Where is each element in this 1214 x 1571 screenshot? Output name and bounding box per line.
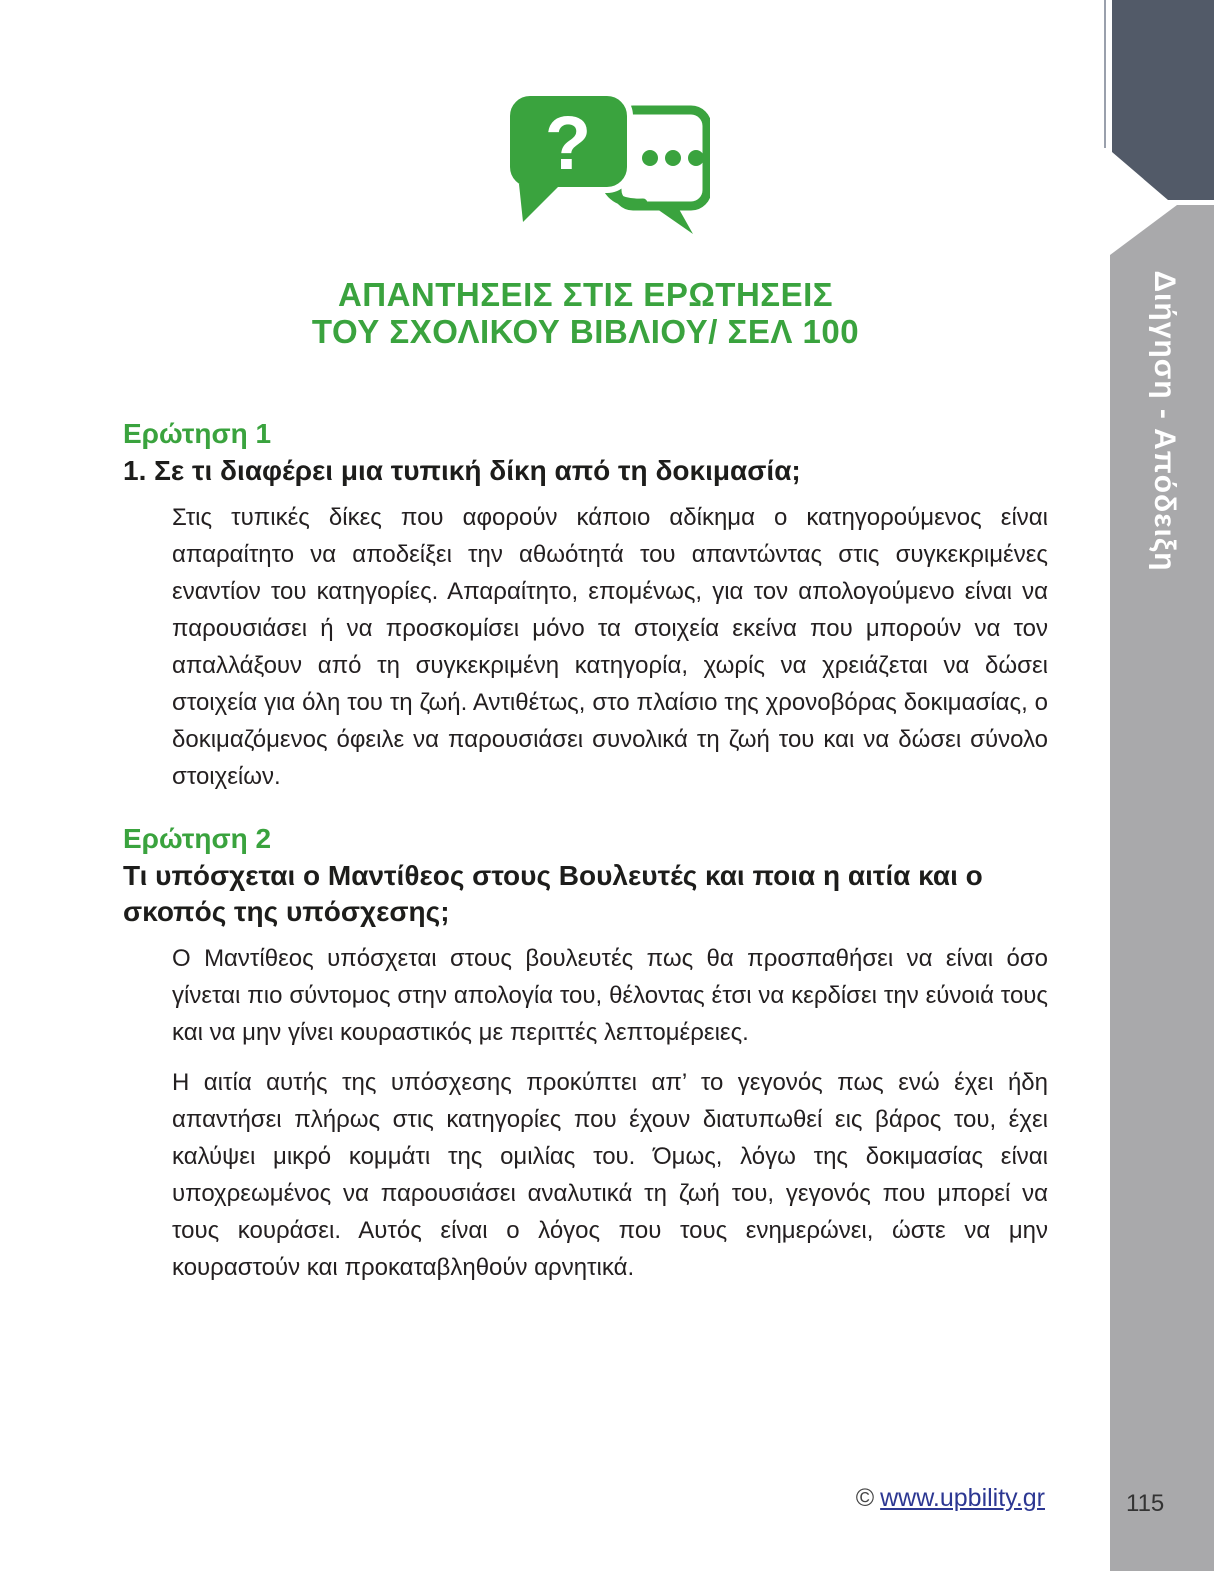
page-number: 115	[1126, 1490, 1165, 1517]
question-chat-icon-svg	[505, 90, 710, 240]
upbility-link[interactable]: www.upbility.gr	[880, 1484, 1045, 1512]
answer-paragraph: Ο Μαντίθεος υπόσχεται στους βουλευτές πως θα προσπαθήσει να είναι όσο γίνεται πιο σύντομος στην απολογία του, θέλοντας έτσι να κερδίσει την εύνοιά τους και να μην γίνει κουραστικός με περιττές λεπτομέρειες.	[172, 945, 1048, 1046]
section-label: Ερώτηση 2	[123, 823, 272, 854]
page-title-line2: ΤΟΥ ΣΧΟΛΙΚΟΥ ΒΙΒΛΙΟΥ/ ΣΕΛ 100	[311, 313, 860, 350]
page-title-line1: ΑΠΑΝΤΗΣΕΙΣ ΣΤΙΣ ΕΡΩΤΗΣΕΙΣ	[337, 276, 834, 313]
question-text: Τι υπόσχεται ο Μαντίθεος στους Βουλευτές και ποια η αιτία και ο σκοπός της υπόσχεσης;	[123, 860, 983, 927]
answer-paragraph: Στις τυπικές δίκες που αφορούν κάποιο αδίκημα ο κατηγορούμενος είναι απαραίτητο να αποδείξει την αθωότητά του απαντώντας στις συγκεκριμένες εναντίον του κατηγορίες. Απαραίτητο, επομένως, για τον απολογούμενο είναι να παρουσιάσει ή να προσκομίσει μόνο τα στοιχεία εκείνα που μπορούν να τον απαλλάξουν από τη συγκεκριμένη κατηγορία, χωρίς να χρειάζεται να δώσει στοιχεία για όλη του τη ζωή. Αντιθέτως, στο πλαίσιο της χρονοβόρας δοκιμασίας, ο δοκιμαζόμενος όφειλε να παρουσιάσει συνολικά τη ζωή του και να δώσει σύνολο στοιχείων.	[172, 504, 1048, 790]
page-title	[123, 276, 1048, 350]
chapter-corner-tab	[1112, 0, 1214, 202]
side-band-edge-line	[1104, 0, 1106, 148]
chapter-side-band	[1110, 0, 1214, 1571]
question-section-2	[123, 823, 1048, 1286]
question-chat-icon	[505, 90, 710, 240]
question-mark-glyph: ?	[544, 101, 592, 186]
ellipsis-dot	[642, 150, 658, 166]
section-label: Ερώτηση 1	[123, 418, 272, 449]
chapter-vertical-label: Διήγηση - Απόδειξη	[1148, 270, 1181, 572]
question-text: 1. Σε τι διαφέρει μια τυπική δίκη από τη δοκιμασία;	[123, 455, 801, 486]
content-area	[123, 418, 1048, 1286]
answer-paragraph: Η αιτία αυτής της υπόσχεσης προκύπτει απ’ το γεγονός πως ενώ έχει ήδη απαντήσει πλήρως στις κατηγορίες που έχουν διατυπωθεί εις βάρος του, έχει καλύψει μικρό κομμάτι της ομιλίας του. Όμως, λόγω της δοκιμασίας είναι υποχρεωμένος να παρουσιάσει αναλυτικά τη ζωή του, γεγονός που μπορεί να τους κουράσει. Αυτός είναι ο λόγος που τους ενημερώνει, ώστε να μην κουραστούν και προκαταβληθούν αρνητικά.	[172, 1069, 1048, 1281]
ellipsis-dot	[665, 150, 681, 166]
question-bubble	[507, 93, 630, 222]
copyright-symbol: ©	[855, 1484, 875, 1512]
ellipsis-dot	[688, 150, 704, 166]
question-section-1	[123, 418, 1048, 795]
footer	[856, 1484, 1045, 1513]
